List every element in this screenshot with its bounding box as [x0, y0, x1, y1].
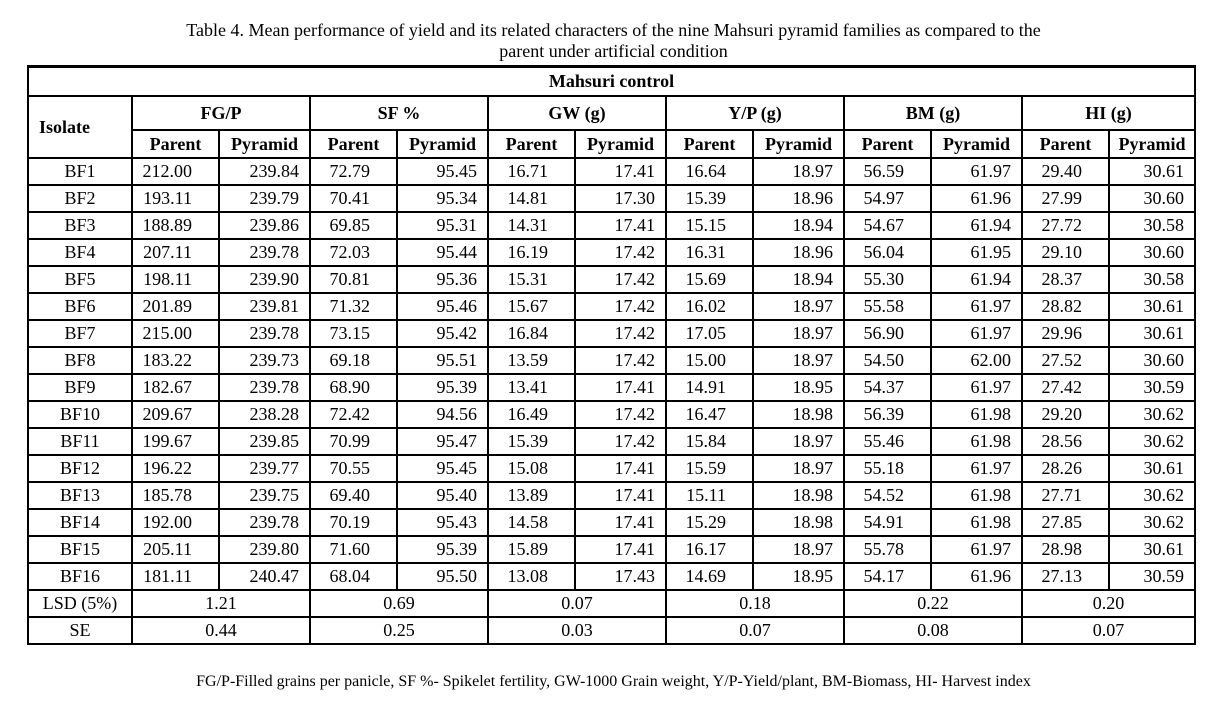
table-cell: 54.91 — [844, 509, 931, 536]
table-cell: 15.89 — [488, 536, 575, 563]
table-cell: 28.26 — [1022, 455, 1109, 482]
table-cell: 14.69 — [666, 563, 753, 590]
table-cell: 207.11 — [132, 239, 219, 266]
table-row — [28, 212, 1195, 239]
table-cell: 70.55 — [310, 455, 397, 482]
table-cell: 69.18 — [310, 347, 397, 374]
table-cell: 15.11 — [666, 482, 753, 509]
table-cell: 54.17 — [844, 563, 931, 590]
table-cell: 239.84 — [219, 158, 310, 185]
table-cell: 198.11 — [132, 266, 219, 293]
table-cell: 239.86 — [219, 212, 310, 239]
table-cell: 16.49 — [488, 401, 575, 428]
stats-cell: 0.03 — [488, 617, 666, 644]
table-cell: 17.42 — [575, 239, 666, 266]
table-cell: 61.98 — [931, 509, 1022, 536]
table-cell: 30.61 — [1109, 158, 1195, 185]
subheader-parent: Parent — [666, 130, 753, 158]
table-cell: 61.96 — [931, 185, 1022, 212]
stats-cell: 0.20 — [1022, 590, 1195, 617]
table-row — [28, 509, 1195, 536]
row-label: BF9 — [28, 374, 132, 401]
table-cell: 29.20 — [1022, 401, 1109, 428]
table-cell: 13.59 — [488, 347, 575, 374]
table-cell: 239.77 — [219, 455, 310, 482]
table-cell: 18.96 — [753, 185, 844, 212]
table-cell: 18.98 — [753, 509, 844, 536]
performance-table — [27, 65, 1196, 645]
table-cell: 239.79 — [219, 185, 310, 212]
table-cell: 55.18 — [844, 455, 931, 482]
table-cell: 18.98 — [753, 401, 844, 428]
table-cell: 61.95 — [931, 239, 1022, 266]
table-cell: 30.60 — [1109, 185, 1195, 212]
table-cell: 27.42 — [1022, 374, 1109, 401]
table-cell: 14.81 — [488, 185, 575, 212]
subheader-pyramid: Pyramid — [931, 130, 1022, 158]
table-cell: 15.69 — [666, 266, 753, 293]
table-cell: 18.97 — [753, 158, 844, 185]
table-cell: 16.02 — [666, 293, 753, 320]
table-cell: 95.51 — [397, 347, 488, 374]
stats-row — [28, 617, 1195, 644]
table-cell: 30.61 — [1109, 455, 1195, 482]
table-cell: 239.78 — [219, 239, 310, 266]
table-cell: 61.94 — [931, 266, 1022, 293]
table-cell: 27.85 — [1022, 509, 1109, 536]
table-cell: 61.98 — [931, 401, 1022, 428]
table-cell: 30.58 — [1109, 266, 1195, 293]
table-cell: 15.59 — [666, 455, 753, 482]
table-cell: 17.05 — [666, 320, 753, 347]
table-cell: 73.15 — [310, 320, 397, 347]
table-cell: 239.78 — [219, 374, 310, 401]
table-body — [28, 158, 1195, 590]
table-cell: 56.39 — [844, 401, 931, 428]
table-cell: 17.41 — [575, 212, 666, 239]
table-cell: 18.94 — [753, 212, 844, 239]
table-cell: 72.03 — [310, 239, 397, 266]
row-label: BF12 — [28, 455, 132, 482]
table-cell: 17.41 — [575, 482, 666, 509]
table-cell: 239.81 — [219, 293, 310, 320]
table-cell: 238.28 — [219, 401, 310, 428]
table-caption — [0, 20, 1227, 62]
stats-cell: 0.07 — [666, 617, 844, 644]
subheader-parent: Parent — [488, 130, 575, 158]
table-cell: 17.41 — [575, 536, 666, 563]
row-label: BF1 — [28, 158, 132, 185]
table-cell: 70.81 — [310, 266, 397, 293]
row-label: BF11 — [28, 428, 132, 455]
table-cell: 239.78 — [219, 320, 310, 347]
table-cell: 30.61 — [1109, 536, 1195, 563]
table-cell: 55.46 — [844, 428, 931, 455]
table-row — [28, 320, 1195, 347]
table-cell: 54.67 — [844, 212, 931, 239]
stats-label: LSD (5%) — [28, 590, 132, 617]
table-cell: 55.78 — [844, 536, 931, 563]
table-cell: 15.00 — [666, 347, 753, 374]
row-label: BF3 — [28, 212, 132, 239]
table-row — [28, 536, 1195, 563]
table-row — [28, 455, 1195, 482]
table-cell: 14.91 — [666, 374, 753, 401]
table-cell: 18.97 — [753, 293, 844, 320]
table-cell: 15.15 — [666, 212, 753, 239]
table-cell: 30.60 — [1109, 239, 1195, 266]
table-cell: 18.97 — [753, 347, 844, 374]
table-cell: 61.96 — [931, 563, 1022, 590]
table-cell: 95.47 — [397, 428, 488, 455]
stats-cell: 0.25 — [310, 617, 488, 644]
table-cell: 95.45 — [397, 455, 488, 482]
table-cell: 95.46 — [397, 293, 488, 320]
table-cell: 61.97 — [931, 293, 1022, 320]
row-label: BF2 — [28, 185, 132, 212]
caption-line-2: parent under artificial condition — [499, 41, 728, 61]
table-cell: 54.52 — [844, 482, 931, 509]
table-cell: 70.99 — [310, 428, 397, 455]
table-cell: 54.97 — [844, 185, 931, 212]
row-label: BF6 — [28, 293, 132, 320]
table-cell: 17.30 — [575, 185, 666, 212]
table-cell: 16.31 — [666, 239, 753, 266]
table-cell: 30.62 — [1109, 482, 1195, 509]
table-cell: 68.90 — [310, 374, 397, 401]
table-cell: 14.58 — [488, 509, 575, 536]
table-cell: 212.00 — [132, 158, 219, 185]
table-cell: 215.00 — [132, 320, 219, 347]
table-cell: 61.98 — [931, 428, 1022, 455]
table-cell: 13.08 — [488, 563, 575, 590]
table-cell: 17.41 — [575, 455, 666, 482]
table-cell: 95.50 — [397, 563, 488, 590]
table-cell: 17.41 — [575, 509, 666, 536]
table-cell: 182.67 — [132, 374, 219, 401]
table-cell: 196.22 — [132, 455, 219, 482]
table-cell: 70.19 — [310, 509, 397, 536]
table-cell: 27.13 — [1022, 563, 1109, 590]
table-cell: 16.71 — [488, 158, 575, 185]
table-row — [28, 239, 1195, 266]
group-header: HI (g) — [1022, 96, 1195, 130]
table-cell: 15.29 — [666, 509, 753, 536]
table-cell: 68.04 — [310, 563, 397, 590]
table-footnote: FG/P-Filled grains per panicle, SF %- Spikelet fertility, GW-1000 Grain weight, Y/P-Yield/plant, BM-Biomass, HI- Harvest index — [196, 673, 1031, 690]
table-cell: 95.43 — [397, 509, 488, 536]
table-cell: 30.59 — [1109, 374, 1195, 401]
table-cell: 55.30 — [844, 266, 931, 293]
table-cell: 28.37 — [1022, 266, 1109, 293]
table-cell: 70.41 — [310, 185, 397, 212]
table-cell: 61.97 — [931, 536, 1022, 563]
table-cell: 17.41 — [575, 374, 666, 401]
table-cell: 18.98 — [753, 482, 844, 509]
table-cell: 17.42 — [575, 401, 666, 428]
table-cell: 29.40 — [1022, 158, 1109, 185]
table-cell: 69.85 — [310, 212, 397, 239]
table-cell: 18.94 — [753, 266, 844, 293]
table-cell: 18.96 — [753, 239, 844, 266]
table-cell: 15.39 — [666, 185, 753, 212]
table-row — [28, 266, 1195, 293]
table-cell: 17.42 — [575, 320, 666, 347]
table-cell: 61.94 — [931, 212, 1022, 239]
table-cell: 18.97 — [753, 455, 844, 482]
table-cell: 17.42 — [575, 293, 666, 320]
subheader-pyramid: Pyramid — [219, 130, 310, 158]
table-cell: 30.58 — [1109, 212, 1195, 239]
table-cell: 72.79 — [310, 158, 397, 185]
table-cell: 27.99 — [1022, 185, 1109, 212]
table-cell: 185.78 — [132, 482, 219, 509]
table-cell: 15.39 — [488, 428, 575, 455]
stats-cell: 0.69 — [310, 590, 488, 617]
table-cell: 240.47 — [219, 563, 310, 590]
table-cell: 16.84 — [488, 320, 575, 347]
table-cell: 15.08 — [488, 455, 575, 482]
table-row — [28, 185, 1195, 212]
table-cell: 30.61 — [1109, 320, 1195, 347]
table-cell: 239.80 — [219, 536, 310, 563]
table-cell: 61.97 — [931, 455, 1022, 482]
subheader-pyramid: Pyramid — [753, 130, 844, 158]
table-cell: 56.90 — [844, 320, 931, 347]
table-cell: 61.97 — [931, 374, 1022, 401]
table-cell: 239.85 — [219, 428, 310, 455]
table-cell: 29.96 — [1022, 320, 1109, 347]
table-stats — [28, 590, 1195, 644]
table-cell: 95.44 — [397, 239, 488, 266]
table-cell: 62.00 — [931, 347, 1022, 374]
table-cell: 15.84 — [666, 428, 753, 455]
stats-cell: 0.18 — [666, 590, 844, 617]
subheader-pyramid: Pyramid — [575, 130, 666, 158]
stats-cell: 0.08 — [844, 617, 1022, 644]
table-cell: 15.67 — [488, 293, 575, 320]
table-cell: 28.98 — [1022, 536, 1109, 563]
table-cell: 18.97 — [753, 320, 844, 347]
table-cell: 95.45 — [397, 158, 488, 185]
group-header: Y/P (g) — [666, 96, 844, 130]
table-row — [28, 563, 1195, 590]
table-cell: 17.41 — [575, 158, 666, 185]
table-cell: 181.11 — [132, 563, 219, 590]
table-cell: 205.11 — [132, 536, 219, 563]
table-cell: 95.42 — [397, 320, 488, 347]
row-label: BF4 — [28, 239, 132, 266]
table-cell: 13.89 — [488, 482, 575, 509]
table-cell: 16.47 — [666, 401, 753, 428]
subheader-pyramid: Pyramid — [1109, 130, 1195, 158]
table-cell: 18.95 — [753, 563, 844, 590]
table-cell: 61.98 — [931, 482, 1022, 509]
table-row — [28, 347, 1195, 374]
table-cell: 55.58 — [844, 293, 931, 320]
table-row — [28, 401, 1195, 428]
table-cell: 27.52 — [1022, 347, 1109, 374]
group-header: GW (g) — [488, 96, 666, 130]
table-cell: 15.31 — [488, 266, 575, 293]
band-header: Mahsuri control — [28, 67, 1195, 97]
table-cell: 29.10 — [1022, 239, 1109, 266]
subheader-parent: Parent — [844, 130, 931, 158]
table-cell: 30.61 — [1109, 293, 1195, 320]
table-cell: 18.97 — [753, 536, 844, 563]
table-cell: 209.67 — [132, 401, 219, 428]
row-label: BF15 — [28, 536, 132, 563]
row-label: BF10 — [28, 401, 132, 428]
table-cell: 30.62 — [1109, 401, 1195, 428]
group-header: FG/P — [132, 96, 310, 130]
table-cell: 13.41 — [488, 374, 575, 401]
table-cell: 30.62 — [1109, 428, 1195, 455]
subheader-parent: Parent — [1022, 130, 1109, 158]
subheader-parent: Parent — [310, 130, 397, 158]
table-cell: 18.95 — [753, 374, 844, 401]
row-label: BF7 — [28, 320, 132, 347]
table-cell: 16.64 — [666, 158, 753, 185]
row-label: BF13 — [28, 482, 132, 509]
caption-line-1: Table 4. Mean performance of yield and its related characters of the nine Mahsuri pyramid families as compared to the — [186, 20, 1041, 40]
table-cell: 27.71 — [1022, 482, 1109, 509]
row-label: BF5 — [28, 266, 132, 293]
table-cell: 27.72 — [1022, 212, 1109, 239]
table-cell: 71.32 — [310, 293, 397, 320]
table-cell: 18.97 — [753, 428, 844, 455]
table-cell: 61.97 — [931, 158, 1022, 185]
table-cell: 199.67 — [132, 428, 219, 455]
table-cell: 71.60 — [310, 536, 397, 563]
row-label: BF16 — [28, 563, 132, 590]
table-cell: 192.00 — [132, 509, 219, 536]
table-cell: 17.43 — [575, 563, 666, 590]
table-cell: 69.40 — [310, 482, 397, 509]
table-row — [28, 158, 1195, 185]
table-row — [28, 374, 1195, 401]
table-cell: 95.34 — [397, 185, 488, 212]
stats-cell: 0.44 — [132, 617, 310, 644]
table-row — [28, 482, 1195, 509]
table-cell: 188.89 — [132, 212, 219, 239]
table-cell: 95.36 — [397, 266, 488, 293]
table-cell: 239.73 — [219, 347, 310, 374]
table-cell: 28.56 — [1022, 428, 1109, 455]
table-cell: 239.78 — [219, 509, 310, 536]
group-header: BM (g) — [844, 96, 1022, 130]
table-cell: 28.82 — [1022, 293, 1109, 320]
subheader-parent: Parent — [132, 130, 219, 158]
subheader-pyramid: Pyramid — [397, 130, 488, 158]
table-cell: 94.56 — [397, 401, 488, 428]
table-cell: 30.60 — [1109, 347, 1195, 374]
row-label: BF14 — [28, 509, 132, 536]
row-label: BF8 — [28, 347, 132, 374]
stats-cell: 0.22 — [844, 590, 1022, 617]
table-cell: 54.37 — [844, 374, 931, 401]
table-cell: 17.42 — [575, 428, 666, 455]
table-cell: 95.39 — [397, 374, 488, 401]
table-cell: 54.50 — [844, 347, 931, 374]
table-cell: 30.62 — [1109, 509, 1195, 536]
stats-row — [28, 590, 1195, 617]
table-row — [28, 428, 1195, 455]
table-cell: 95.31 — [397, 212, 488, 239]
stats-cell: 0.07 — [1022, 617, 1195, 644]
table-cell: 61.97 — [931, 320, 1022, 347]
table-cell: 56.04 — [844, 239, 931, 266]
table-cell: 14.31 — [488, 212, 575, 239]
table-cell: 239.90 — [219, 266, 310, 293]
table-cell: 30.59 — [1109, 563, 1195, 590]
table-cell: 239.75 — [219, 482, 310, 509]
table-cell: 17.42 — [575, 266, 666, 293]
table-cell: 17.42 — [575, 347, 666, 374]
stats-label: SE — [28, 617, 132, 644]
table-cell: 16.19 — [488, 239, 575, 266]
table-cell: 56.59 — [844, 158, 931, 185]
table-cell: 95.39 — [397, 536, 488, 563]
table-cell: 16.17 — [666, 536, 753, 563]
row-header: Isolate — [28, 96, 132, 158]
table-cell: 193.11 — [132, 185, 219, 212]
stats-cell: 1.21 — [132, 590, 310, 617]
table-cell: 95.40 — [397, 482, 488, 509]
stats-cell: 0.07 — [488, 590, 666, 617]
table-cell: 201.89 — [132, 293, 219, 320]
table-row — [28, 293, 1195, 320]
group-header: SF % — [310, 96, 488, 130]
table-cell: 183.22 — [132, 347, 219, 374]
table-cell: 72.42 — [310, 401, 397, 428]
